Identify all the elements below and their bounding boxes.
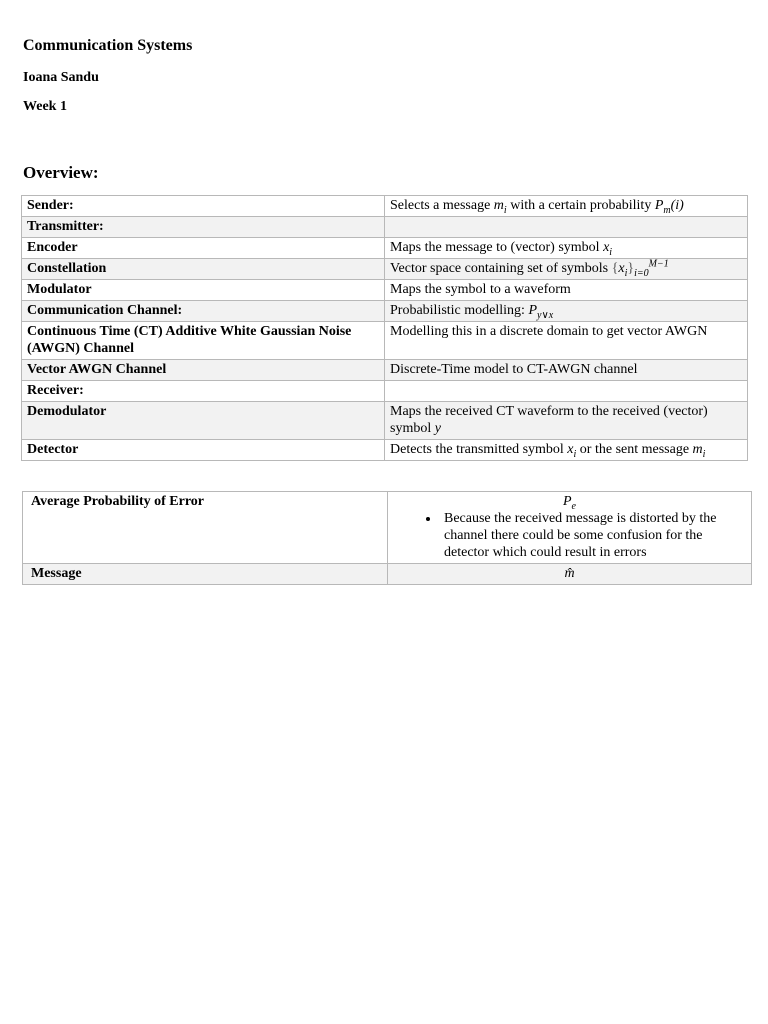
author-name: Ioana Sandu <box>23 70 99 85</box>
row-term: Message <box>23 564 388 585</box>
row-description <box>385 217 748 238</box>
row-term: Continuous Time (CT) Additive White Gaussian Noise (AWGN) Channel <box>22 322 385 360</box>
table-row <box>22 280 748 301</box>
row-description: Selects a message $m_i$ with a certain probability $P_m(i)$ <box>385 196 748 217</box>
row-term: Communication Channel: <box>22 301 385 322</box>
table-row <box>22 381 748 402</box>
table-row <box>22 301 748 322</box>
bullet-list <box>396 510 743 561</box>
table-row <box>22 322 748 360</box>
row-term: Vector AWGN Channel <box>22 360 385 381</box>
row-term: Receiver: <box>22 381 385 402</box>
row-description: Detects the transmitted symbol $x_i$ or the sent message $m_i$ <box>385 440 748 461</box>
row-term: Encoder <box>22 238 385 259</box>
document-title: Communication Systems <box>23 37 193 54</box>
table-row <box>22 196 748 217</box>
table-row <box>22 217 748 238</box>
row-term: Detector <box>22 440 385 461</box>
table-row <box>22 259 748 280</box>
row-description: Discrete-Time model to CT-AWGN channel <box>385 360 748 381</box>
row-term: Constellation <box>22 259 385 280</box>
row-term: Transmitter: <box>22 217 385 238</box>
row-description <box>385 381 748 402</box>
row-description <box>388 564 752 585</box>
error-table <box>22 491 752 585</box>
row-description: Modelling this in a discrete domain to get vector AWGN <box>385 322 748 360</box>
week-label: Week 1 <box>23 99 67 114</box>
error-symbol: $P_e$ <box>562 494 576 512</box>
table-row <box>23 492 752 564</box>
row-term: Sender: <box>22 196 385 217</box>
row-term: Modulator <box>22 280 385 301</box>
overview-heading: Overview: <box>23 163 99 182</box>
table-row <box>22 440 748 461</box>
table-row <box>22 238 748 259</box>
message-estimate-symbol: m̂ <box>564 566 575 581</box>
table-row <box>22 360 748 381</box>
row-description <box>388 492 752 564</box>
row-description: Maps the received CT waveform to the received (vector) symbol y <box>385 402 748 440</box>
overview-table <box>21 195 748 461</box>
table-row <box>23 564 752 585</box>
row-description: Maps the message to (vector) symbol $x_i$ <box>385 238 748 259</box>
list-item: • Because the received message is distorted by the channel there could be some confusion for the detector which could result in errors <box>440 510 743 561</box>
row-term: Average Probability of Error <box>23 492 388 564</box>
row-description: Maps the symbol to a waveform <box>385 280 748 301</box>
row-description: Vector space containing set of symbols $\{x_i\}_{i=0}^{M-1}$ <box>385 259 748 280</box>
row-term: Demodulator <box>22 402 385 440</box>
table-row <box>22 402 748 440</box>
row-description: Probabilistic modelling: $P_{y\vee x}$ <box>385 301 748 322</box>
